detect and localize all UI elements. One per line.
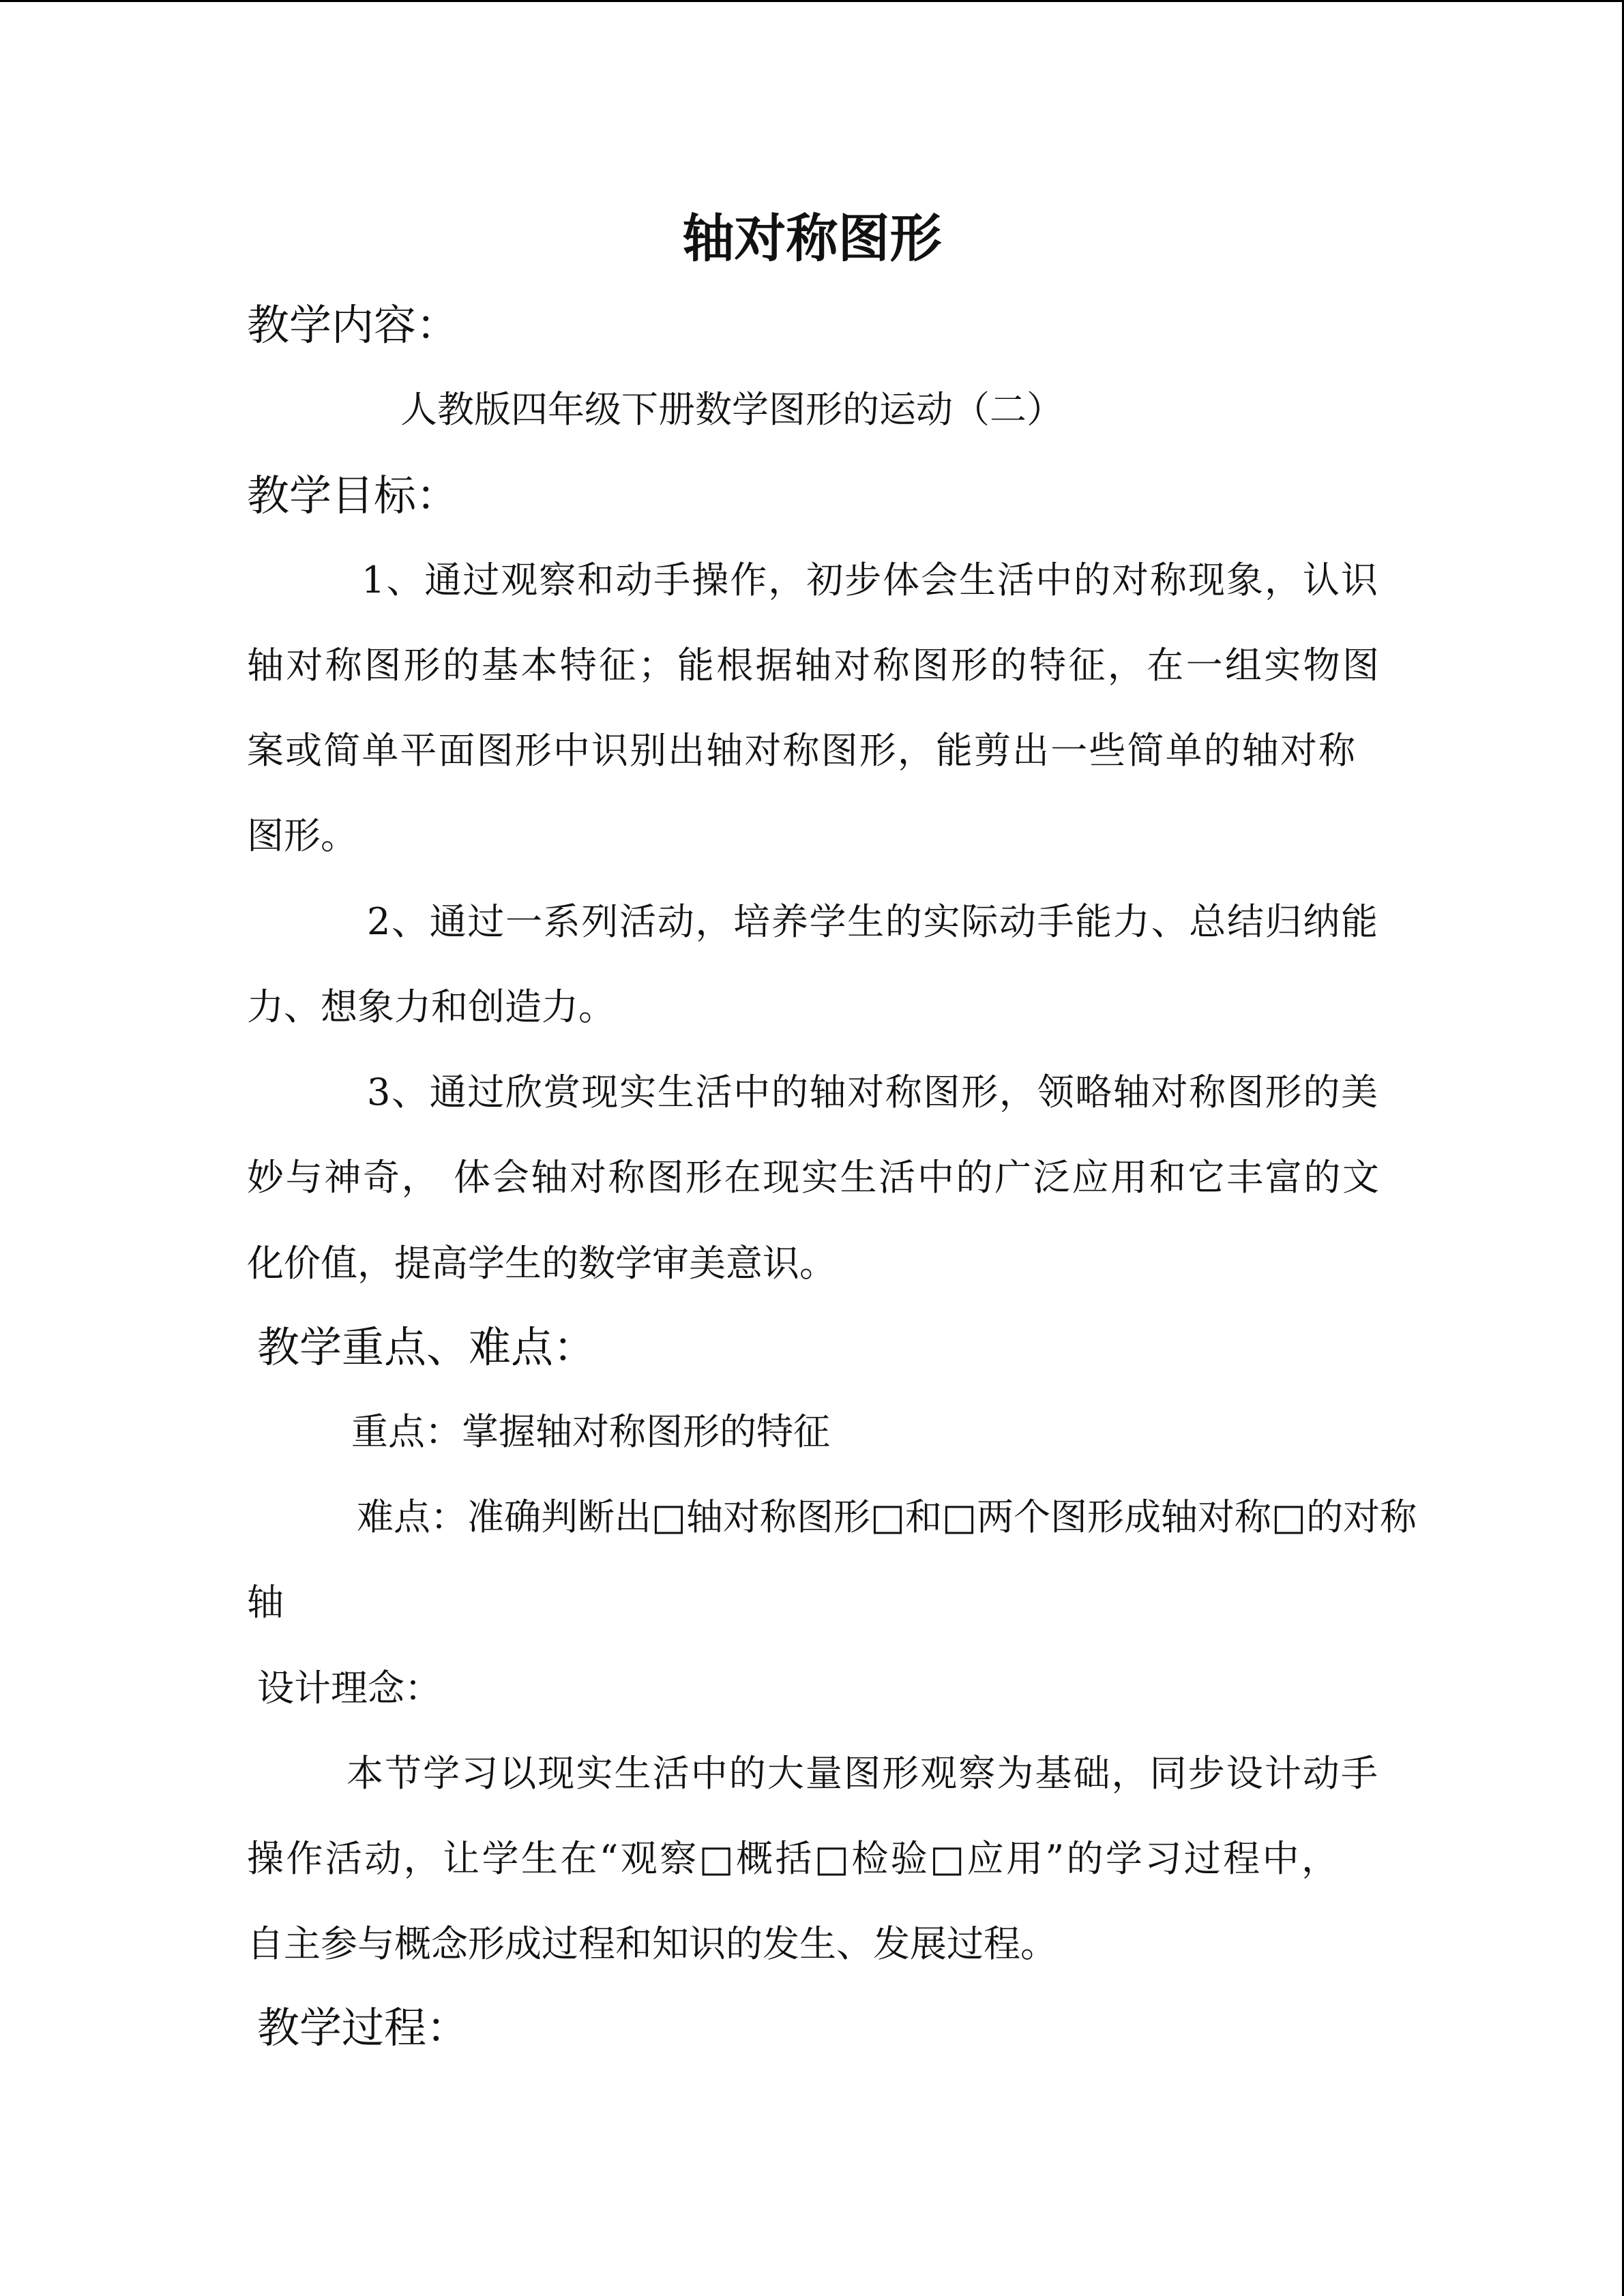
goal2-line1: 2、通过一系列活动，培养学生的实际动手能力、总结归纳能 — [367, 900, 1378, 943]
focus-text: 重点：掌握轴对称图形的特征 — [351, 1410, 830, 1453]
design-line2: 操作活动，让学生在“观察□概括□检验□应用”的学习过程中， — [247, 1837, 1338, 1880]
goal1-line3: 案或简单平面图形中识别出轴对称图形，能剪出一些简单的轴对称 — [247, 729, 1355, 772]
page-border-top — [0, 0, 1624, 2]
difficulty-line1: 难点：准确判断出□轴对称图形□和□两个图形成轴对称□的对称 — [357, 1495, 1417, 1538]
goal3-line2: 妙与神奇， 体会轴对称图形在现实生活中的广泛应用和它丰富的文 — [247, 1156, 1379, 1199]
section-heading-goals: 教学目标： — [247, 471, 459, 520]
document-title: 轴对称图形 — [682, 208, 942, 269]
goal1-line2: 轴对称图形的基本特征；能根据轴对称图形的特征，在一组实物图 — [247, 644, 1379, 687]
section-heading-design: 设计理念： — [257, 1667, 441, 1710]
goal3-line3: 化价值，提高学生的数学审美意识。 — [247, 1242, 836, 1285]
goal1-line1: 1、通过观察和动手操作，初步体会生活中的对称现象，认识 — [361, 558, 1378, 601]
section-heading-key-points: 教学重点、难点： — [257, 1322, 596, 1372]
content-text: 人教版四年级下册数学图形的运动（二） — [400, 388, 1063, 431]
goal1-line4: 图形。 — [247, 814, 357, 857]
difficulty-line2: 轴 — [247, 1581, 284, 1624]
design-line1: 本节学习以现实生活中的大量图形观察为基础，同步设计动手 — [346, 1752, 1378, 1795]
design-line3: 自主参与概念形成过程和知识的发生、发展过程。 — [247, 1922, 1057, 1965]
section-heading-process: 教学过程： — [257, 2003, 469, 2053]
goal2-line2: 力、想象力和创造力。 — [247, 985, 615, 1028]
section-heading-content: 教学内容： — [247, 300, 459, 350]
goal3-line1: 3、通过欣赏现实生活中的轴对称图形，领略轴对称图形的美 — [367, 1071, 1378, 1114]
